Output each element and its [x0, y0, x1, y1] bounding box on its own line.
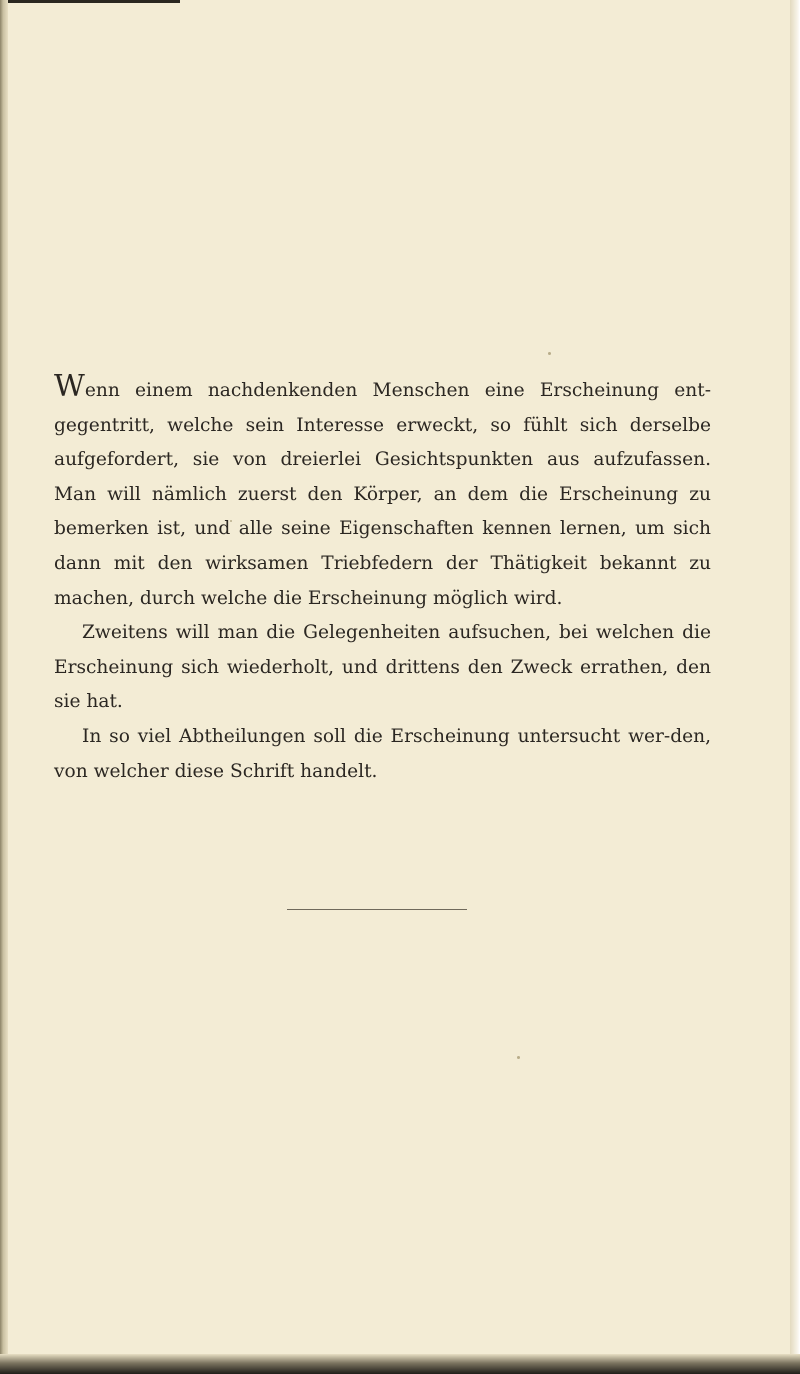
left-page-edge	[0, 0, 8, 1374]
top-edge-shadow	[0, 0, 180, 3]
paper-speck	[548, 352, 551, 355]
paragraph-3: In so viel Abtheilungen soll die Erscheinung untersucht wer-den, von welcher diese Schrift handelt.	[54, 725, 711, 782]
drop-cap: W	[54, 369, 85, 404]
paper-speck	[517, 1056, 520, 1059]
body-text	[54, 369, 711, 789]
paragraph-1-text: enn einem nachdenkenden Menschen eine Erscheinung ent-gegentritt, welche sein Interesse erweckt, so fühlt sich derselbe aufgefordert, sie von dreierlei Gesichtspunkten aus aufzufassen. Man will nämlich zuerst den Körper, an dem die Erscheinung zu bemerken ist, und alle seine Eigenschaften kennen lernen, um sich dann mit den wirksamen Triebfedern der Thätigkeit bekannt zu machen, durch welche die Erscheinung möglich wird.	[54, 380, 711, 609]
paragraph-2: Zweitens will man die Gelegenheiten aufsuchen, bei welchen die Erscheinung sich wiederholt, und drittens den Zweck errathen, den sie hat.	[54, 622, 711, 713]
right-page-edge	[790, 0, 800, 1374]
section-divider-rule	[287, 909, 467, 910]
bottom-page-edge	[0, 1354, 800, 1374]
paragraph-1	[54, 369, 711, 616]
